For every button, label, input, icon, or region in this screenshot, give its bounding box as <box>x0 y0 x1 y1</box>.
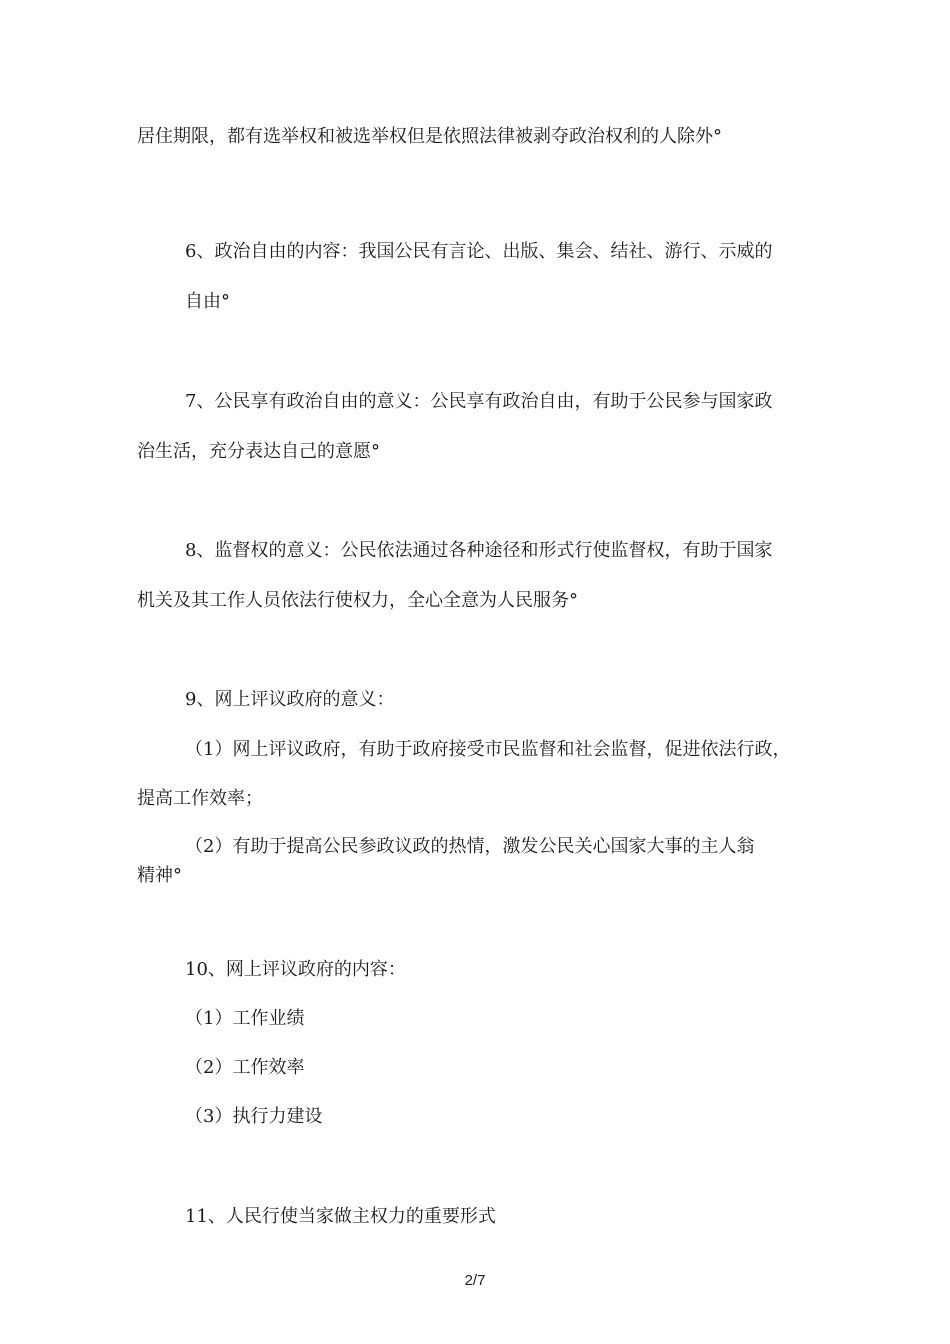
text-line: 治生活，充分表达自己的意愿° <box>137 441 380 462</box>
item-11-heading: 11、人民行使当家做主权力的重要形式 <box>185 1206 496 1227</box>
text-line: 精神° <box>137 865 182 886</box>
text-line: 居住期限，都有选举权和被选举权但是依照法律被剥夺政治权利的人除外° <box>137 126 722 147</box>
text-line: （1）网上评议政府，有助于政府接受市民监督和社会监督，促进依法行政， <box>185 739 791 760</box>
list-item: （2）工作效率 <box>185 1057 305 1078</box>
text-line: （2）有助于提高公民参政议政的热情，激发公民关心国家大事的主人翁 <box>185 836 755 857</box>
item-8-heading: 8、监督权的意义：公民依法通过各种途径和形式行使监督权，有助于国家 <box>185 540 773 561</box>
page-number: 2/7 <box>464 1272 486 1289</box>
item-6-heading: 6、政治自由的内容：我国公民有言论、出版、集会、结社、游行、示威的 <box>185 241 773 262</box>
item-10-heading: 10、网上评议政府的内容： <box>185 959 406 980</box>
text-line: 机关及其工作人员依法行使权力，全心全意为人民服务° <box>137 590 578 611</box>
list-item: （3）执行力建设 <box>185 1106 323 1127</box>
text-line: 自由° <box>185 291 230 312</box>
text-line: 提高工作效率； <box>137 788 263 809</box>
item-7-heading: 7、公民享有政治自由的意义：公民享有政治自由，有助于公民参与国家政 <box>185 391 773 412</box>
item-9-heading: 9、网上评议政府的意义： <box>185 689 395 710</box>
list-item: （1）工作业绩 <box>185 1008 305 1029</box>
